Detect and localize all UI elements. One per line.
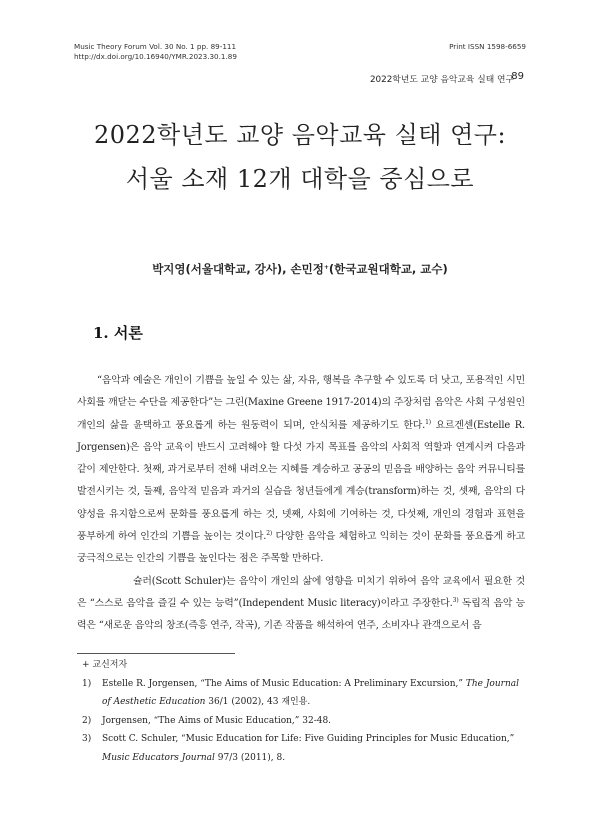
journal-citation bbox=[74, 42, 237, 62]
footnote-1-number: 1) bbox=[82, 678, 92, 689]
footnote-3 bbox=[82, 730, 527, 767]
title-line-1: 2022학년도 교양 음악교육 실태 연구: bbox=[93, 121, 507, 149]
corresponding-author-note: + 교신저자 bbox=[82, 660, 128, 670]
footnote-1 bbox=[82, 675, 527, 712]
paragraph-1-part-a: “음악과 예술은 개인이 기쁨을 높일 수 있는 삶, 자유, 행복을 추구할 수 있도록 더 낫고, 포용적인 시민 사회를 깨닫는 수단을 제공한다”는 그린(Maxine Greene 1917-2014)의 주장처럼 음악은 사회 구성원인 개인의 삶을 윤택하고 풍요롭게 하는 원동력이 되며, 안식처를 제공하기도 한다. bbox=[77, 375, 525, 431]
paragraph-1-part-b: 요르겐센(Estelle R. Jorgensen)은 음악 교육이 반드시 고려해야 할 다섯 가지 목표를 음악의 사회적 역할과 연계시켜 다음과 같이 제안한다. 첫째, 과거로부터 전해 내려오는 지혜를 계승하고 공공의 믿음을 배양하는 음악 커뮤니티를 발전시키는 것, 둘째, 음악적 믿음과 과거의 실습을 청년들에게 계승(transform)하는 것, 셋째, 음악의 다양성을 유지함으로써 문화를 풍요롭게 하는 것, 넷째, 사회에 기여하는 것, 다섯째, 개인의 경험과 표현을 풍부하게 하여 인간의 기쁨을 높이는 것이다. bbox=[77, 419, 525, 543]
footnote-3-journal: Music Educators Journal bbox=[102, 752, 215, 763]
title-line-2: 서울 소재 12개 대학을 중심으로 bbox=[125, 165, 475, 193]
footnotes bbox=[82, 656, 527, 767]
footnote-ref-3[interactable]: 3) bbox=[452, 596, 459, 604]
paragraph-2-part-b: 독립적 음악 능력은 “새로운 음악의 창조(즉흥 연주, 작곡), 기존 작품을 해석하여 연주, 소비자나 관객으로서 음 bbox=[77, 597, 525, 632]
page-number: 89 bbox=[511, 71, 524, 82]
authors-primary: 박지영(서울대학교, 강사), 손민정 bbox=[152, 262, 324, 276]
footnote-ref-1[interactable]: 1) bbox=[425, 418, 431, 426]
article-title bbox=[0, 113, 600, 201]
authors-secondary: (한국교원대학교, 교수) bbox=[328, 262, 448, 276]
footnote-2-number: 2) bbox=[82, 715, 92, 726]
footnote-1-tail: 36/1 (2002), 43 재인용. bbox=[205, 697, 311, 707]
doi-link[interactable]: http://dx.doi.org/10.16940/YMR.2023.30.1.89 bbox=[74, 52, 237, 61]
paragraph-2-part-a: 슐러(Scott Schuler)는 음악이 개인의 삶에 영향을 미치기 위하여 음악 교육에서 필요한 것은 “스스로 음악을 즐길 수 있는 능력”(Independent Music literacy)이라고 주장한다. bbox=[77, 575, 525, 609]
footnote-2-text: Jorgensen, “The Aims of Music Education,” 32-48. bbox=[102, 715, 332, 726]
footnote-3-text: Scott C. Schuler, “Music Education for Life: Five Guiding Principles for Music Education,” bbox=[102, 734, 515, 744]
corresponding-author-marker: + bbox=[323, 264, 329, 271]
footnote-divider bbox=[77, 653, 235, 654]
section-heading: 1. 서론 bbox=[93, 324, 143, 342]
footnote-1-text: Estelle R. Jorgensen, “The Aims of Music Education: A Preliminary Excursion,” bbox=[102, 678, 466, 689]
footnote-3-number: 3) bbox=[82, 734, 92, 744]
footnote-2 bbox=[82, 712, 527, 731]
running-title: 2022학년도 교양 음악교육 실태 연구 bbox=[369, 75, 514, 85]
journal-volume-line: Music Theory Forum Vol. 30 No. 1 pp. 89-111 bbox=[74, 42, 237, 51]
footnote-ref-2[interactable]: 2) bbox=[266, 530, 273, 538]
author-line bbox=[0, 261, 600, 277]
footnote-3-tail: 97/3 (2011), 8. bbox=[214, 752, 286, 763]
paragraph-1-part-c: 다양한 음악을 체험하고 익히는 것이 문화를 풍요롭게 하고 궁극적으로는 인간의 기쁨을 높인다는 점은 주목할 만하다. bbox=[77, 531, 525, 565]
footnote-1-journal: The Journal of Aesthetic Education bbox=[102, 678, 519, 707]
issn: Print ISSN 1598-6659 bbox=[449, 42, 526, 51]
body-text bbox=[77, 370, 525, 638]
paragraph-2 bbox=[77, 571, 525, 638]
paragraph-1 bbox=[77, 370, 525, 571]
